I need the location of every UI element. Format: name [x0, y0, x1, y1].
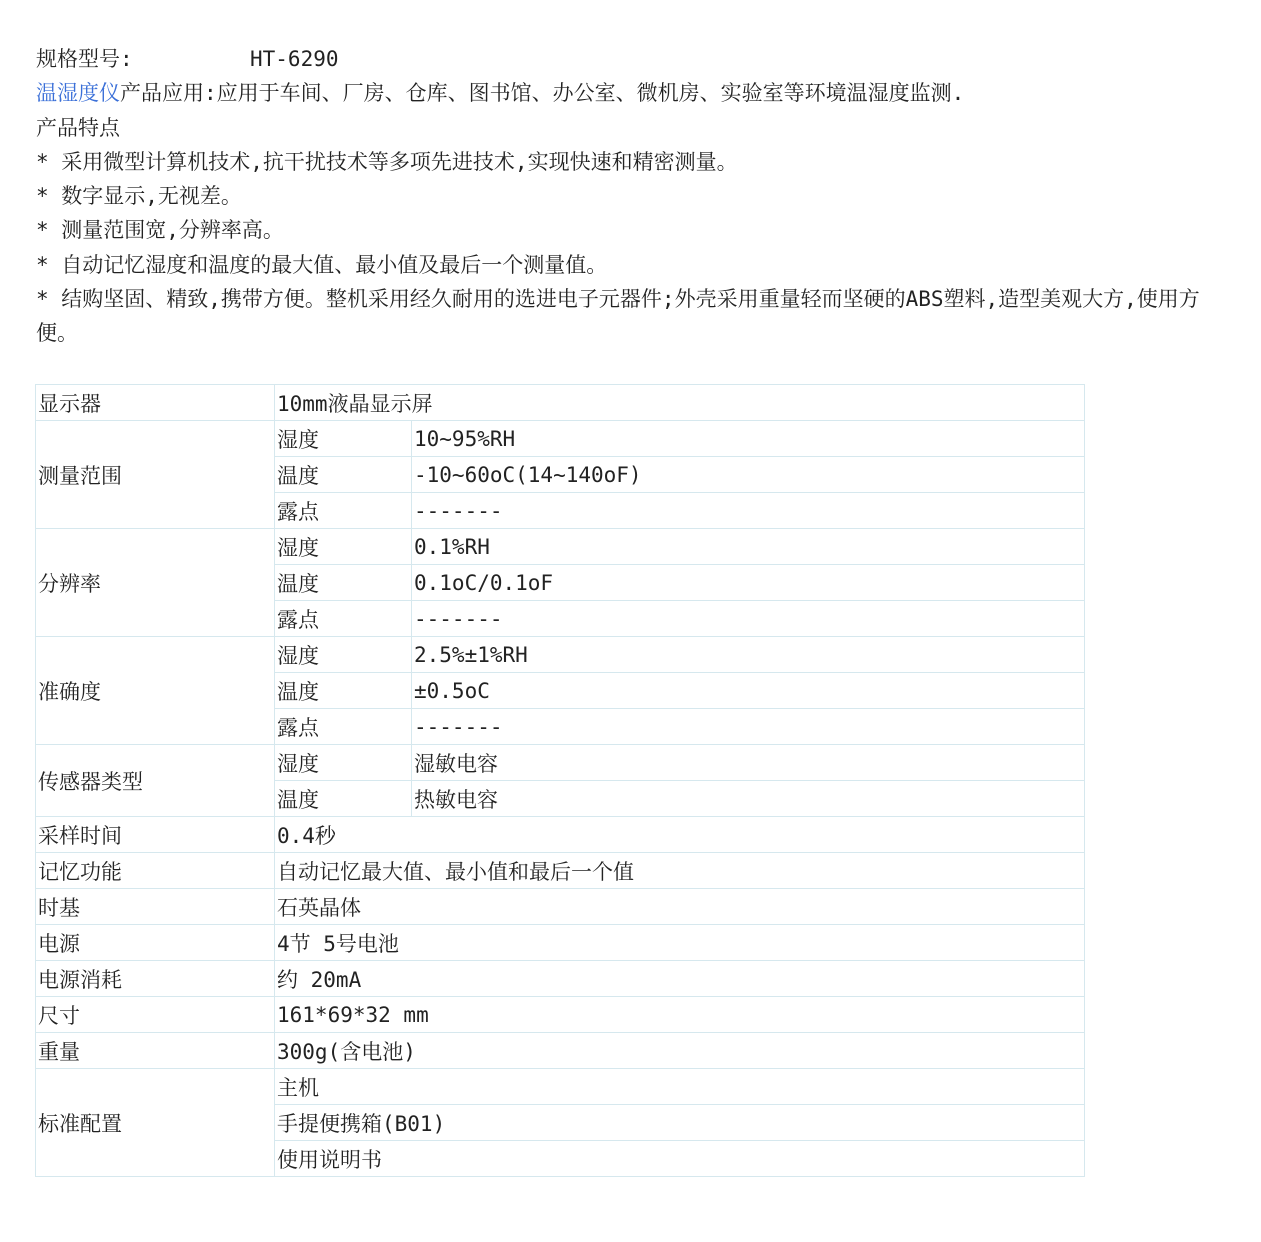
product-link[interactable]: 温湿度仪	[36, 81, 120, 106]
spec-table	[35, 384, 1085, 1177]
cell-value: 10mm液晶显示屏	[275, 385, 1085, 421]
table-row	[36, 529, 1085, 565]
cell-value: 0.1oC/0.1oF	[412, 565, 1085, 601]
cell-value: 2.5%±1%RH	[412, 637, 1085, 673]
cell-value: 约 20mA	[275, 961, 1085, 997]
table-row	[36, 385, 1085, 421]
row-label: 电源	[36, 925, 275, 961]
table-row	[36, 997, 1085, 1033]
cell-value: 主机	[275, 1069, 1085, 1105]
row-label: 重量	[36, 1033, 275, 1069]
table-row	[36, 637, 1085, 673]
row-label: 准确度	[36, 637, 275, 745]
feature-item: * 结购坚固、精致,携带方便。整机采用经久耐用的选进电子元器件;外壳采用重量轻而坚硬的ABS塑料,造型美观大方,使用方便。	[36, 287, 1200, 346]
sub-label: 温度	[275, 565, 412, 601]
sub-label: 露点	[275, 493, 412, 529]
product-intro	[36, 42, 1226, 351]
cell-value: 石英晶体	[275, 889, 1085, 925]
table-row	[36, 817, 1085, 853]
table-row	[36, 1069, 1085, 1105]
model-line	[36, 42, 1226, 76]
cell-value: ±0.5oC	[412, 673, 1085, 709]
cell-value: -------	[412, 709, 1085, 745]
sub-label: 湿度	[275, 637, 412, 673]
model-label: 规格型号:	[36, 47, 133, 71]
row-label: 分辨率	[36, 529, 275, 637]
cell-value: -10~60oC(14~140oF)	[412, 457, 1085, 493]
row-label: 时基	[36, 889, 275, 925]
cell-value: -------	[412, 493, 1085, 529]
cell-value: 湿敏电容	[412, 745, 1085, 781]
feature-item: * 数字显示,无视差。	[36, 184, 242, 209]
row-label: 尺寸	[36, 997, 275, 1033]
cell-value: 热敏电容	[412, 781, 1085, 817]
feature-item: * 自动记忆湿度和温度的最大值、最小值及最后一个测量值。	[36, 252, 608, 277]
row-label: 采样时间	[36, 817, 275, 853]
row-label: 测量范围	[36, 421, 275, 529]
table-row	[36, 961, 1085, 997]
sub-label: 露点	[275, 601, 412, 637]
table-row	[36, 925, 1085, 961]
table-row	[36, 1033, 1085, 1069]
cell-value: 161*69*32 mm	[275, 997, 1085, 1033]
sub-label: 湿度	[275, 745, 412, 781]
cell-value: 自动记忆最大值、最小值和最后一个值	[275, 853, 1085, 889]
application-line	[36, 76, 1226, 110]
table-row	[36, 853, 1085, 889]
sub-label: 温度	[275, 673, 412, 709]
row-label: 记忆功能	[36, 853, 275, 889]
sub-label: 湿度	[275, 421, 412, 457]
sub-label: 湿度	[275, 529, 412, 565]
sub-label: 温度	[275, 457, 412, 493]
model-value: HT-6290	[250, 47, 339, 71]
cell-value: 手提便携箱(B01)	[275, 1105, 1085, 1141]
cell-value: 0.4秒	[275, 817, 1085, 853]
row-label: 显示器	[36, 385, 275, 421]
row-label: 传感器类型	[36, 745, 275, 817]
cell-value: 0.1%RH	[412, 529, 1085, 565]
table-row	[36, 421, 1085, 457]
sub-label: 温度	[275, 781, 412, 817]
cell-value: 使用说明书	[275, 1141, 1085, 1177]
cell-value: 4节 5号电池	[275, 925, 1085, 961]
sub-label: 露点	[275, 709, 412, 745]
feature-item: * 测量范围宽,分辨率高。	[36, 218, 284, 243]
table-row	[36, 745, 1085, 781]
cell-value: 10~95%RH	[412, 421, 1085, 457]
row-label: 标准配置	[36, 1069, 275, 1177]
feature-item: * 采用微型计算机技术,抗干扰技术等多项先进技术,实现快速和精密测量。	[36, 149, 738, 174]
row-label: 电源消耗	[36, 961, 275, 997]
table-row	[36, 889, 1085, 925]
cell-value: -------	[412, 601, 1085, 637]
application-text: 产品应用:应用于车间、厂房、仓库、图书馆、办公室、微机房、实验室等环境温湿度监测.	[120, 81, 965, 106]
cell-value: 300g(含电池)	[275, 1033, 1085, 1069]
features-title: 产品特点	[36, 115, 120, 140]
